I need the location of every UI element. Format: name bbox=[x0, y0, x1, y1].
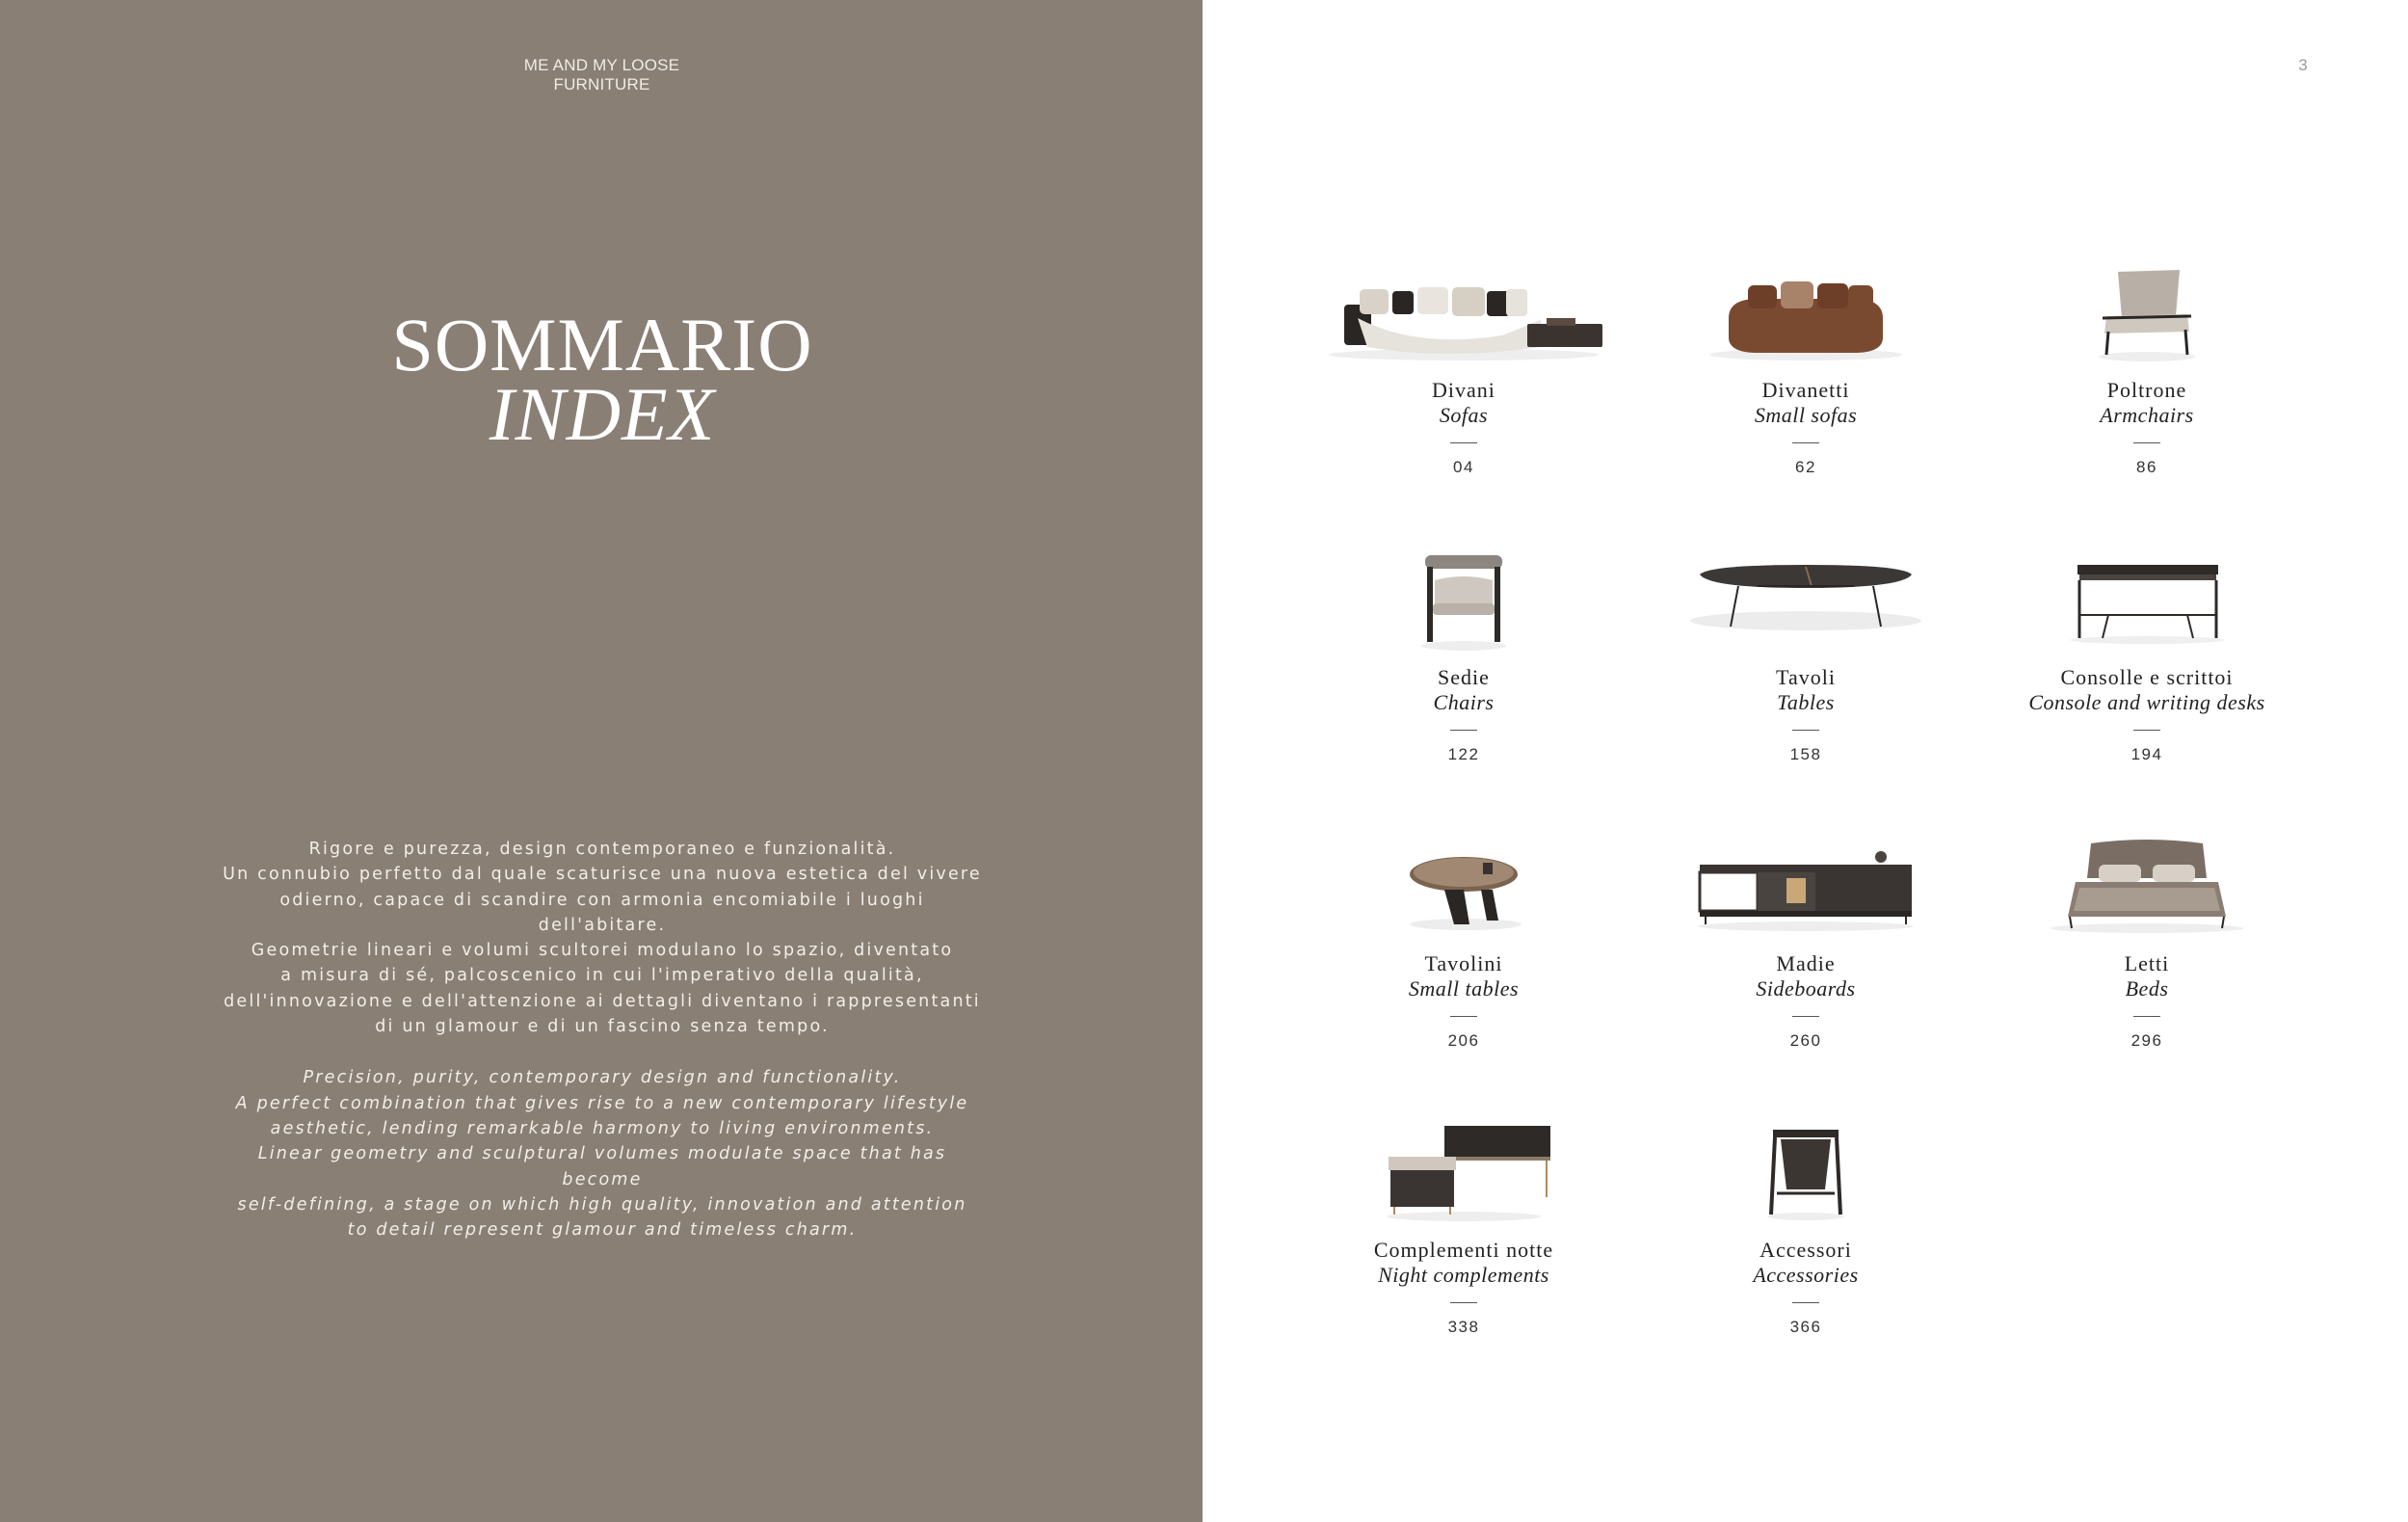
category-page: 122 bbox=[1447, 745, 1480, 763]
category-page: 86 bbox=[2136, 458, 2157, 476]
bed-icon bbox=[1983, 834, 2311, 940]
category-name-en: Sofas bbox=[1439, 403, 1489, 427]
intro-line: aesthetic, lending remarkable harmony to living environments. bbox=[270, 1118, 935, 1138]
category-page: 194 bbox=[2130, 745, 2163, 763]
category-name-it: Consolle e scrittoi bbox=[2060, 665, 2234, 689]
category-name-it: Poltrone bbox=[2106, 378, 2187, 402]
category-chairs[interactable] bbox=[1300, 547, 1627, 764]
category-tables[interactable] bbox=[1642, 547, 1970, 764]
category-name-it: Tavolini bbox=[1424, 951, 1503, 975]
intro-text bbox=[222, 837, 983, 1268]
category-name-en: Accessories bbox=[1753, 1263, 1859, 1287]
category-name-it: Tavoli bbox=[1776, 665, 1836, 689]
nightstand-icon bbox=[1300, 1120, 1627, 1226]
category-night-complements[interactable] bbox=[1300, 1120, 1627, 1337]
category-sideboards[interactable] bbox=[1642, 834, 1970, 1051]
divider bbox=[1792, 1302, 1819, 1303]
divider bbox=[1450, 442, 1477, 443]
category-page: 04 bbox=[1453, 458, 1474, 476]
intro-italian bbox=[222, 837, 983, 1039]
intro-line: Geometrie lineari e volumi scultorei modulano lo spazio, diventato bbox=[251, 941, 954, 961]
category-page: 338 bbox=[1447, 1318, 1480, 1336]
category-name-en: Night complements bbox=[1378, 1263, 1549, 1287]
intro-line: self-defining, a stage on which high quality, innovation and attention bbox=[237, 1194, 967, 1215]
divider bbox=[1450, 730, 1477, 731]
armchair-icon bbox=[1983, 260, 2311, 366]
intro-line: odierno, capace di scandire con armonia encomiabile i luoghi dell'abitare. bbox=[279, 890, 925, 935]
intro-line: dell'innovazione e dell'attenzione ai dettagli diventano i rappresentanti bbox=[224, 991, 981, 1011]
page-number: 3 bbox=[2298, 56, 2308, 74]
category-name-it: Accessori bbox=[1760, 1238, 1852, 1262]
intro-line: to detail represent glamour and timeless charm. bbox=[347, 1220, 858, 1241]
category-name-it: Complementi notte bbox=[1373, 1238, 1554, 1262]
intro-line: di un glamour e di un fascino senza tempo. bbox=[375, 1017, 830, 1037]
category-name-it: Sedie bbox=[1438, 665, 1490, 689]
sofa-icon bbox=[1300, 260, 1627, 366]
coffee-table-icon bbox=[1300, 834, 1627, 940]
category-beds[interactable] bbox=[1983, 834, 2311, 1051]
intro-line: a misura di sé, palcoscenico in cui l'imperativo della qualità, bbox=[280, 966, 924, 986]
sideboard-icon bbox=[1642, 834, 1970, 940]
category-armchairs[interactable] bbox=[1983, 260, 2311, 477]
category-page: 296 bbox=[2130, 1031, 2163, 1050]
category-small-sofas[interactable] bbox=[1642, 260, 1970, 477]
divider bbox=[2133, 730, 2160, 731]
left-page bbox=[0, 0, 1203, 1522]
divider bbox=[1450, 1016, 1477, 1017]
category-name-en: Small tables bbox=[1408, 976, 1520, 1001]
accessory-chair-icon bbox=[1642, 1120, 1970, 1226]
divider bbox=[1450, 1302, 1477, 1303]
intro-line: Precision, purity, contemporary design and functionality. bbox=[303, 1068, 902, 1088]
category-name-en: Small sofas bbox=[1754, 403, 1858, 427]
title-block bbox=[357, 303, 848, 456]
category-name-en: Console and writing desks bbox=[2028, 690, 2265, 714]
category-console-desks[interactable] bbox=[1983, 547, 2311, 764]
running-header: ME AND MY LOOSE FURNITURE bbox=[523, 56, 680, 93]
category-page: 206 bbox=[1447, 1031, 1480, 1050]
category-name-en: Chairs bbox=[1433, 690, 1495, 714]
category-name-en: Beds bbox=[2125, 976, 2169, 1001]
category-accessories[interactable] bbox=[1642, 1120, 1970, 1337]
divider bbox=[1792, 1016, 1819, 1017]
title-italian: SOMMARIO bbox=[391, 303, 813, 387]
category-name-it: Divanetti bbox=[1761, 378, 1850, 402]
title-english: INDEX bbox=[489, 372, 716, 456]
category-name-en: Armchairs bbox=[2100, 403, 2194, 427]
divider bbox=[1792, 442, 1819, 443]
category-name-it: Letti bbox=[2124, 951, 2170, 975]
category-name-it: Divani bbox=[1432, 378, 1495, 402]
divider bbox=[2133, 442, 2160, 443]
intro-line: Un connubio perfetto dal quale scaturisce una nuova estetica del vivere bbox=[223, 865, 982, 885]
category-page: 62 bbox=[1795, 458, 1816, 476]
category-name-it: Madie bbox=[1776, 951, 1836, 975]
category-page: 366 bbox=[1789, 1318, 1822, 1336]
category-sofas[interactable] bbox=[1300, 260, 1627, 477]
category-page: 158 bbox=[1789, 745, 1822, 763]
desk-icon bbox=[1983, 547, 2311, 654]
divider bbox=[1792, 730, 1819, 731]
intro-line: A perfect combination that gives rise to a new contemporary lifestyle bbox=[235, 1093, 969, 1113]
category-page: 260 bbox=[1789, 1031, 1822, 1050]
category-small-tables[interactable] bbox=[1300, 834, 1627, 1051]
chair-icon bbox=[1300, 547, 1627, 654]
table-icon bbox=[1642, 547, 1970, 654]
intro-line: Linear geometry and sculptural volumes modulate space that has become bbox=[257, 1144, 947, 1189]
divider bbox=[2133, 1016, 2160, 1017]
intro-line: Rigore e purezza, design contemporaneo e funzionalità. bbox=[308, 840, 896, 859]
category-name-en: Sideboards bbox=[1756, 976, 1856, 1001]
intro-english bbox=[222, 1065, 983, 1242]
small-sofa-icon bbox=[1642, 260, 1970, 366]
category-name-en: Tables bbox=[1777, 690, 1835, 714]
